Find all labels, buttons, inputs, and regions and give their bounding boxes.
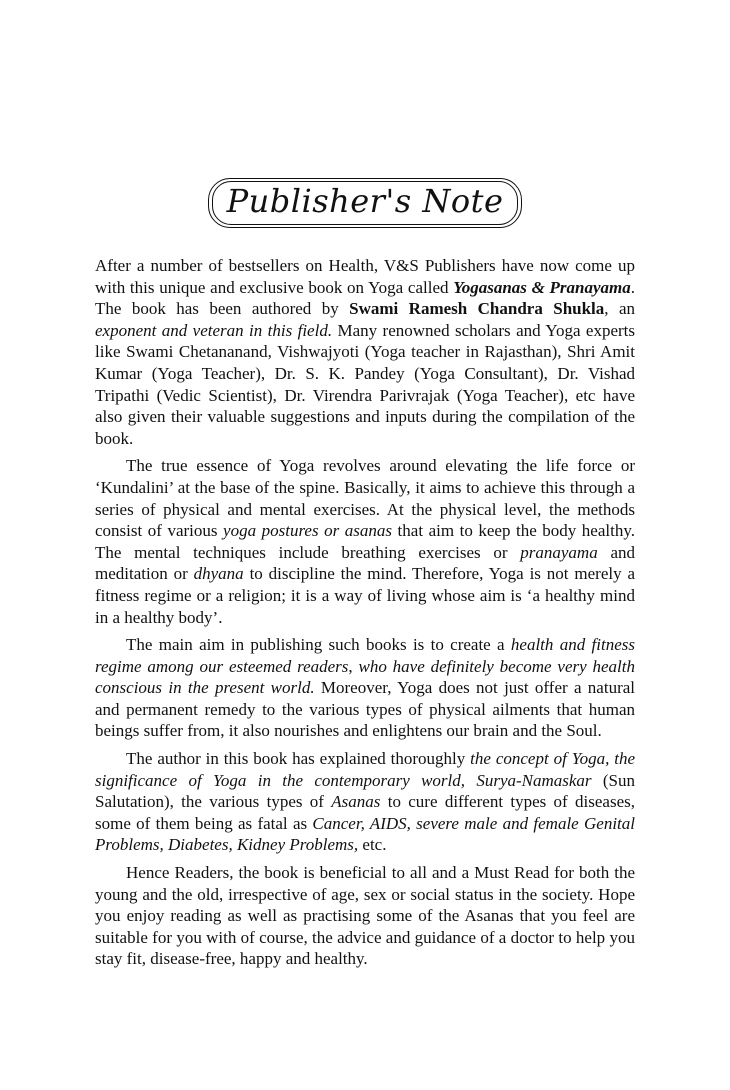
body-text (95, 255, 635, 976)
emphasis-text: who have definitely become very health conscious in the present world. (95, 656, 636, 698)
paragraph (95, 255, 635, 449)
emphasis-text: exponent and veteran in this field. (95, 320, 333, 340)
paragraph-segment: Many renowned scholars and Yoga experts like Swami Chetananand, Vishwajyoti (Yoga teacher in Rajasthan), Shri Amit Kumar (Yoga Teacher), Dr. S. K. Pandey (Yoga Consultant), Dr. Vishad Tripathi (Vedic Scientist), Dr. Virendra Parivrajak (Yoga Teacher), etc have also given their valuable suggestions and inputs during the compilation of the book. (95, 320, 635, 448)
paragraph-segment: . The book has been authored by (95, 277, 635, 319)
emphasis-text: Cancer, AIDS, severe male and female Genital Problems, Diabetes, Kidney Problems, (95, 813, 635, 855)
title-area (0, 178, 730, 228)
paragraph-segment: The true essence of Yoga revolves around elevating the life force or ‘Kundalini’ at the base of the spine. Basically, it aims to achieve this through a series of physical and mental exercises. At the physical level, the methods consist of various (95, 456, 635, 541)
paragraph-segment: Moreover, Yoga does not just offer a natural and permanent remedy to the various types of physical ailments that human beings suffer from, it also nourishes and enlightens our brain and the Soul. (95, 678, 635, 741)
book-title: Yogasanas & Pranayama (453, 277, 631, 297)
paragraph-segment: , an (604, 299, 635, 319)
paragraph-segment: , (348, 656, 359, 676)
emphasis-text: dhyana (193, 564, 244, 584)
paragraph-segment: The main aim in publishing such books is to create a (126, 635, 511, 655)
paragraph-segment: and meditation or (95, 542, 635, 584)
paragraph (95, 862, 635, 970)
paragraph (95, 455, 635, 628)
emphasis-text: the concept of Yoga, the significance of Yoga in the contemporary world, Surya-Namaskar (95, 749, 635, 790)
emphasis-text: Asanas (331, 792, 381, 812)
emphasis-text: yoga postures or asanas (223, 521, 393, 541)
paragraph-segment: to discipline the mind. Therefore, Yoga is not merely a fitness regime or a religion; it is a way of living whose aim is ‘a healthy mind in a healthy body’. (95, 564, 636, 627)
paragraph-segment: Hence Readers, the book is beneficial to all and a Must Read for both the young and the old, irrespective of age, sex or social status in the society. Hope you enjoy reading as well as practising some of the Asanas that you feel are suitable for you with of course, the advice and guidance of a doctor to help you stay fit, disease-free, happy and healthy. (95, 863, 635, 969)
paragraph-segment: (Sun Salutation), the various types of (95, 770, 635, 812)
paragraph-segment: After a number of bestsellers on Health, V&S Publishers have now come up with this unique and exclusive book on Yoga called (95, 256, 635, 297)
paragraph-segment: etc. (358, 835, 387, 855)
paragraph (95, 634, 635, 742)
emphasis-text: pranayama (520, 542, 598, 562)
paragraph-segment: to cure different types of diseases, some of them being as fatal as (95, 792, 635, 833)
paragraph (95, 748, 635, 856)
paragraph-segment: The author in this book has explained thoroughly (126, 749, 471, 769)
title-frame (208, 178, 523, 228)
emphasis-text: health and fitness regime among our esteemed readers (95, 635, 635, 676)
paragraph-segment: that aim to keep the body healthy. The mental techniques include breathing exercises or (95, 521, 635, 562)
page-title: Publisher's Note (212, 181, 519, 225)
author-name: Swami Ramesh Chandra Shukla (349, 299, 605, 319)
